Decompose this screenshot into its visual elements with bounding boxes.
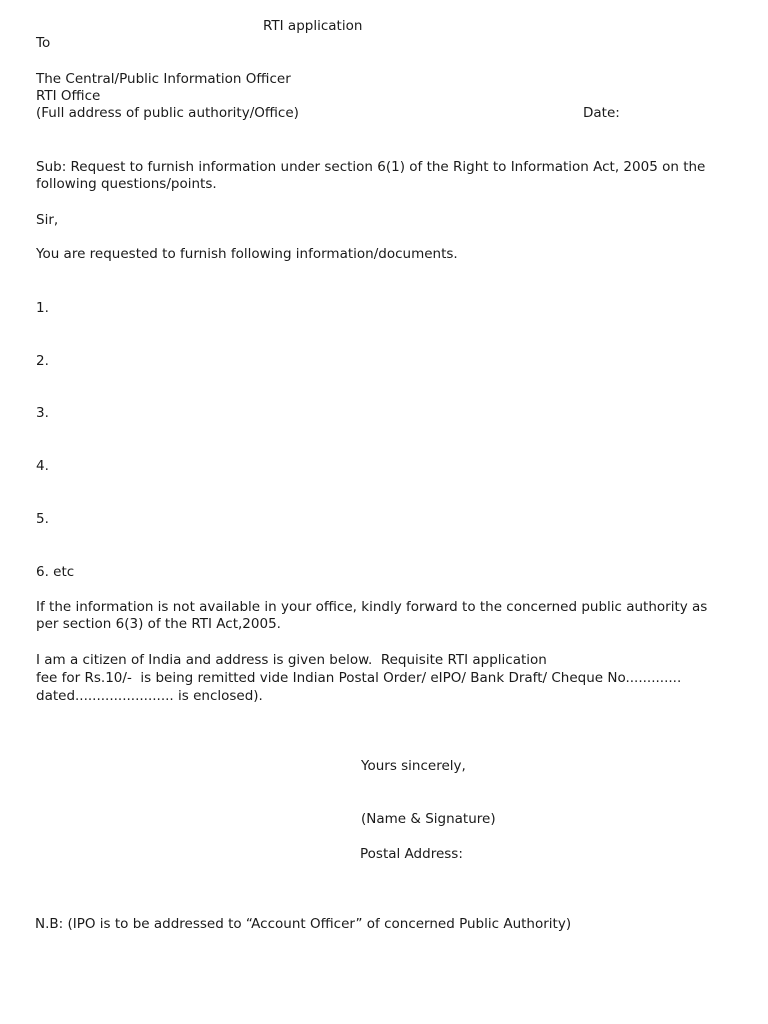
addressee-office: RTI Office	[36, 88, 101, 104]
footnote: N.B: (IPO is to be addressed to “Account Officer” of concerned Public Authority)	[35, 916, 572, 932]
forward-note-line-1: If the information is not available in your office, kindly forward to the concerned public authority as	[36, 599, 708, 615]
document-title: RTI application	[263, 18, 363, 34]
point-1: 1.	[36, 300, 49, 316]
postal-address-label: Postal Address:	[360, 846, 463, 862]
name-signature: (Name & Signature)	[361, 811, 496, 827]
fee-note-line-3: dated....................... is enclosed).	[36, 688, 263, 704]
point-6: 6. etc	[36, 564, 75, 580]
date-label: Date:	[583, 105, 620, 121]
request-text: You are requested to furnish following information/documents.	[36, 246, 458, 262]
forward-note-line-2: per section 6(3) of the RTI Act,2005.	[36, 616, 281, 632]
addressee-address: (Full address of public authority/Office)	[36, 105, 299, 121]
to-label: To	[36, 35, 51, 51]
fee-note-line-1: I am a citizen of India and address is given below. Requisite RTI application	[36, 652, 547, 668]
subject-line-1: Sub: Request to furnish information under section 6(1) of the Right to Information Act, 2005 on the	[36, 159, 706, 175]
salutation: Sir,	[36, 212, 59, 228]
addressee-officer: The Central/Public Information Officer	[36, 71, 291, 87]
sign-off: Yours sincerely,	[361, 758, 466, 774]
point-3: 3.	[36, 405, 49, 421]
point-5: 5.	[36, 511, 49, 527]
point-2: 2.	[36, 353, 49, 369]
subject-line-2: following questions/points.	[36, 176, 217, 192]
point-4: 4.	[36, 458, 49, 474]
fee-note-line-2: fee for Rs.10/- is being remitted vide Indian Postal Order/ eIPO/ Bank Draft/ Cheque No.............	[36, 670, 682, 686]
